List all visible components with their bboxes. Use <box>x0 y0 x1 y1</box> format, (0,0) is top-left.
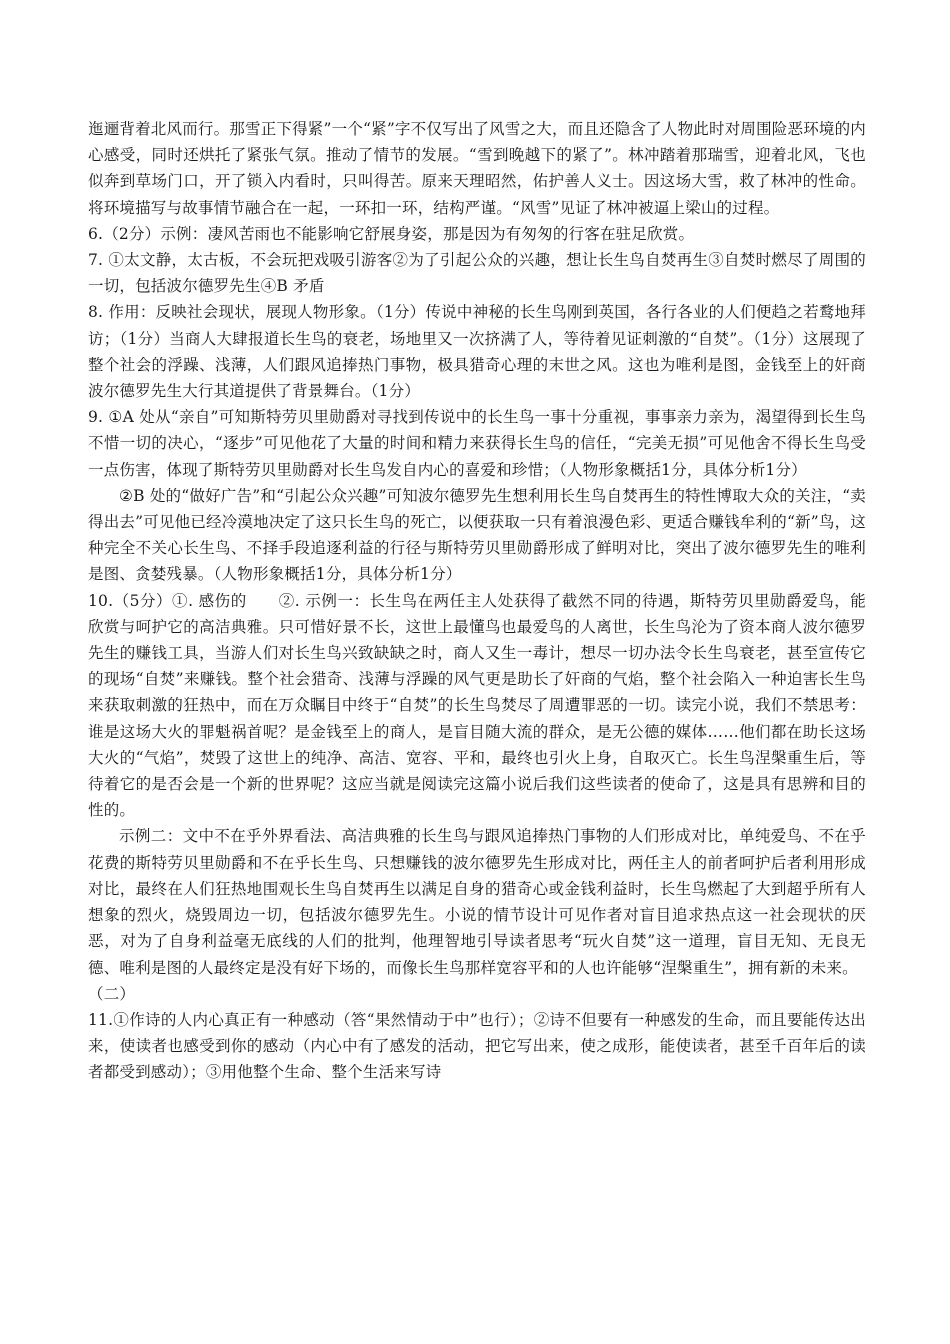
answer-10-example-1: 10.（5分）①. 感伤的 ②. 示例一：长生鸟在两任主人处获得了截然不同的待遇，斯特劳贝里勋爵爱鸟，能欣赏与呵护它的高洁典雅。只可惜好景不长，这世上最懂鸟也最爱鸟的人离世，长生鸟沦为了资本商人波尔德罗先生的赚钱工具，当游人们对长生鸟兴致缺缺之时，商人又生一毒计，想尽一切办法令长生鸟衰老，甚至宣传它的现场“自焚”来赚钱。整个社会猎奇、浅薄与浮躁的风气更是助长了奸商的气焰，整个社会陷入一种迫害长生鸟来获取刺激的狂热中，而在万众瞩目中终于“自焚”的长生鸟焚尽了周遭罪恶的一切。读完小说，我们不禁思考：谁是这场大火的罪魁祸首呢？是金钱至上的商人，是盲目随大流的群众，是无公德的媒体……他们都在助长这场大火的“气焰”，焚毁了这世上的纯净、高洁、宽容、平和，最终也引火上身，自取灭亡。长生鸟涅槃重生后，等待着它的是否会是一个新的世界呢？这应当就是阅读完这篇小说后我们这些读者的使命了，这是具有思辨和目的性的。 <box>88 591 866 820</box>
answer-8: 8. 作用：反映社会现状，展现人物形象。（1分）传说中神秘的长生鸟刚到英国，各行各业的人们便趋之若鹜地拜访；（1分）当商人大肆报道长生鸟的衰老，场地里又一次挤满了人，等待着见证刺激的“自焚”。（1分）这展现了整个社会的浮躁、浅薄，人们跟风追捧热门事物，极具猎奇心理的末世之风。这也为唯利是图，金钱至上的奸商波尔德罗先生大行其道提供了背景舞台。（1分） <box>88 303 866 401</box>
section-heading-2: （二） <box>88 984 136 1003</box>
answer-11: 11.①作诗的人内心真正有一种感动（答“果然情动于中”也行）；②诗不但要有一种感发的生命，而且要能传达出来，使读者也感受到你的感动（内心中有了感发的活动，把它写出来，使之成形，能使读者，甚至千百年后的读者都受到感动）；③用他整个生命、整个生活来写诗 <box>88 1010 866 1082</box>
answer-9-b: ②B 处的“做好广告”和“引起公众兴趣”可知波尔德罗先生想利用长生鸟自焚再生的特性博取大众的关注，“卖得出去”可见他已经冷漠地决定了这只长生鸟的死亡，以便获取一只有着浪漫色彩、更适合赚钱牟利的“新”鸟，这种完全不关心长生鸟、不择手段追逐利益的行径与斯特劳贝里勋爵形成了鲜明对比，突出了波尔德罗先生的唯利是图、贪婪残暴。（人物形象概括1分，具体分析1分） <box>88 486 866 584</box>
paragraph-lin-chong-analysis: 迤逦背着北风而行。那雪正下得紧”一个“紧”字不仅写出了风雪之大，而且还隐含了人物此时对周围险恶环境的内心感受，同时还烘托了紧张气氛。推动了情节的发展。“雪到晚越下的紧了”。林冲踏着那瑞雪，迎着北风，飞也似奔到草场门口，开了锁入内看时，只叫得苦。原来天理昭然，佑护善人义士。因这场大雪，救了林冲的性命。将环境描写与故事情节融合在一起，一环扣一环，结构严谨。“风雪”见证了林冲被逼上梁山的过程。 <box>88 120 866 217</box>
answer-7: 7. ①太文静，太古板，不会玩把戏吸引游客②为了引起公众的兴趣，想让长生鸟自焚再生③自焚时燃尽了周围的一切，包括波尔德罗先生④B 矛盾 <box>88 251 866 296</box>
answer-9-a: 9. ①A 处从“亲自”可知斯特劳贝里勋爵对寻找到传说中的长生鸟一事十分重视，事事亲力亲为，渴望得到长生鸟不惜一切的决心，“逐步”可见他花了大量的时间和精力来获得长生鸟的信任，“完美无损”可见他舍不得长生鸟受一点伤害，体现了斯特劳贝里勋爵对长生鸟发自内心的喜爱和珍惜；（人物形象概括1分，具体分析1分） <box>88 408 866 479</box>
answer-6: 6.（2分）示例：凄风苦雨也不能影响它舒展身姿，那是因为有匆匆的行客在驻足欣赏。 <box>88 224 695 243</box>
document-body <box>88 116 866 1086</box>
answer-10-example-2: 示例二：文中不在乎外界看法、高洁典雅的长生鸟与跟风追捧热门事物的人们形成对比，单纯爱鸟、不在乎花费的斯特劳贝里勋爵和不在乎长生鸟、只想赚钱的波尔德罗先生形成对比，两任主人的前者呵护后者利用形成对比，最终在人们狂热地围观长生鸟自焚再生以满足自身的猎奇心或金钱利益时，长生鸟燃起了大到超乎所有人想象的烈火，烧毁周边一切，包括波尔德罗先生。小说的情节设计可见作者对盲目追求热点这一社会现状的厌恶，对为了自身利益毫无底线的人们的批判，他理智地引导读者思考“玩火自焚”这一道理，盲目无知、无良无德、唯利是图的人最终定是没有好下场的，而像长生鸟那样宽容平和的人也许能够“涅槃重生”，拥有新的未来。 <box>88 827 866 977</box>
